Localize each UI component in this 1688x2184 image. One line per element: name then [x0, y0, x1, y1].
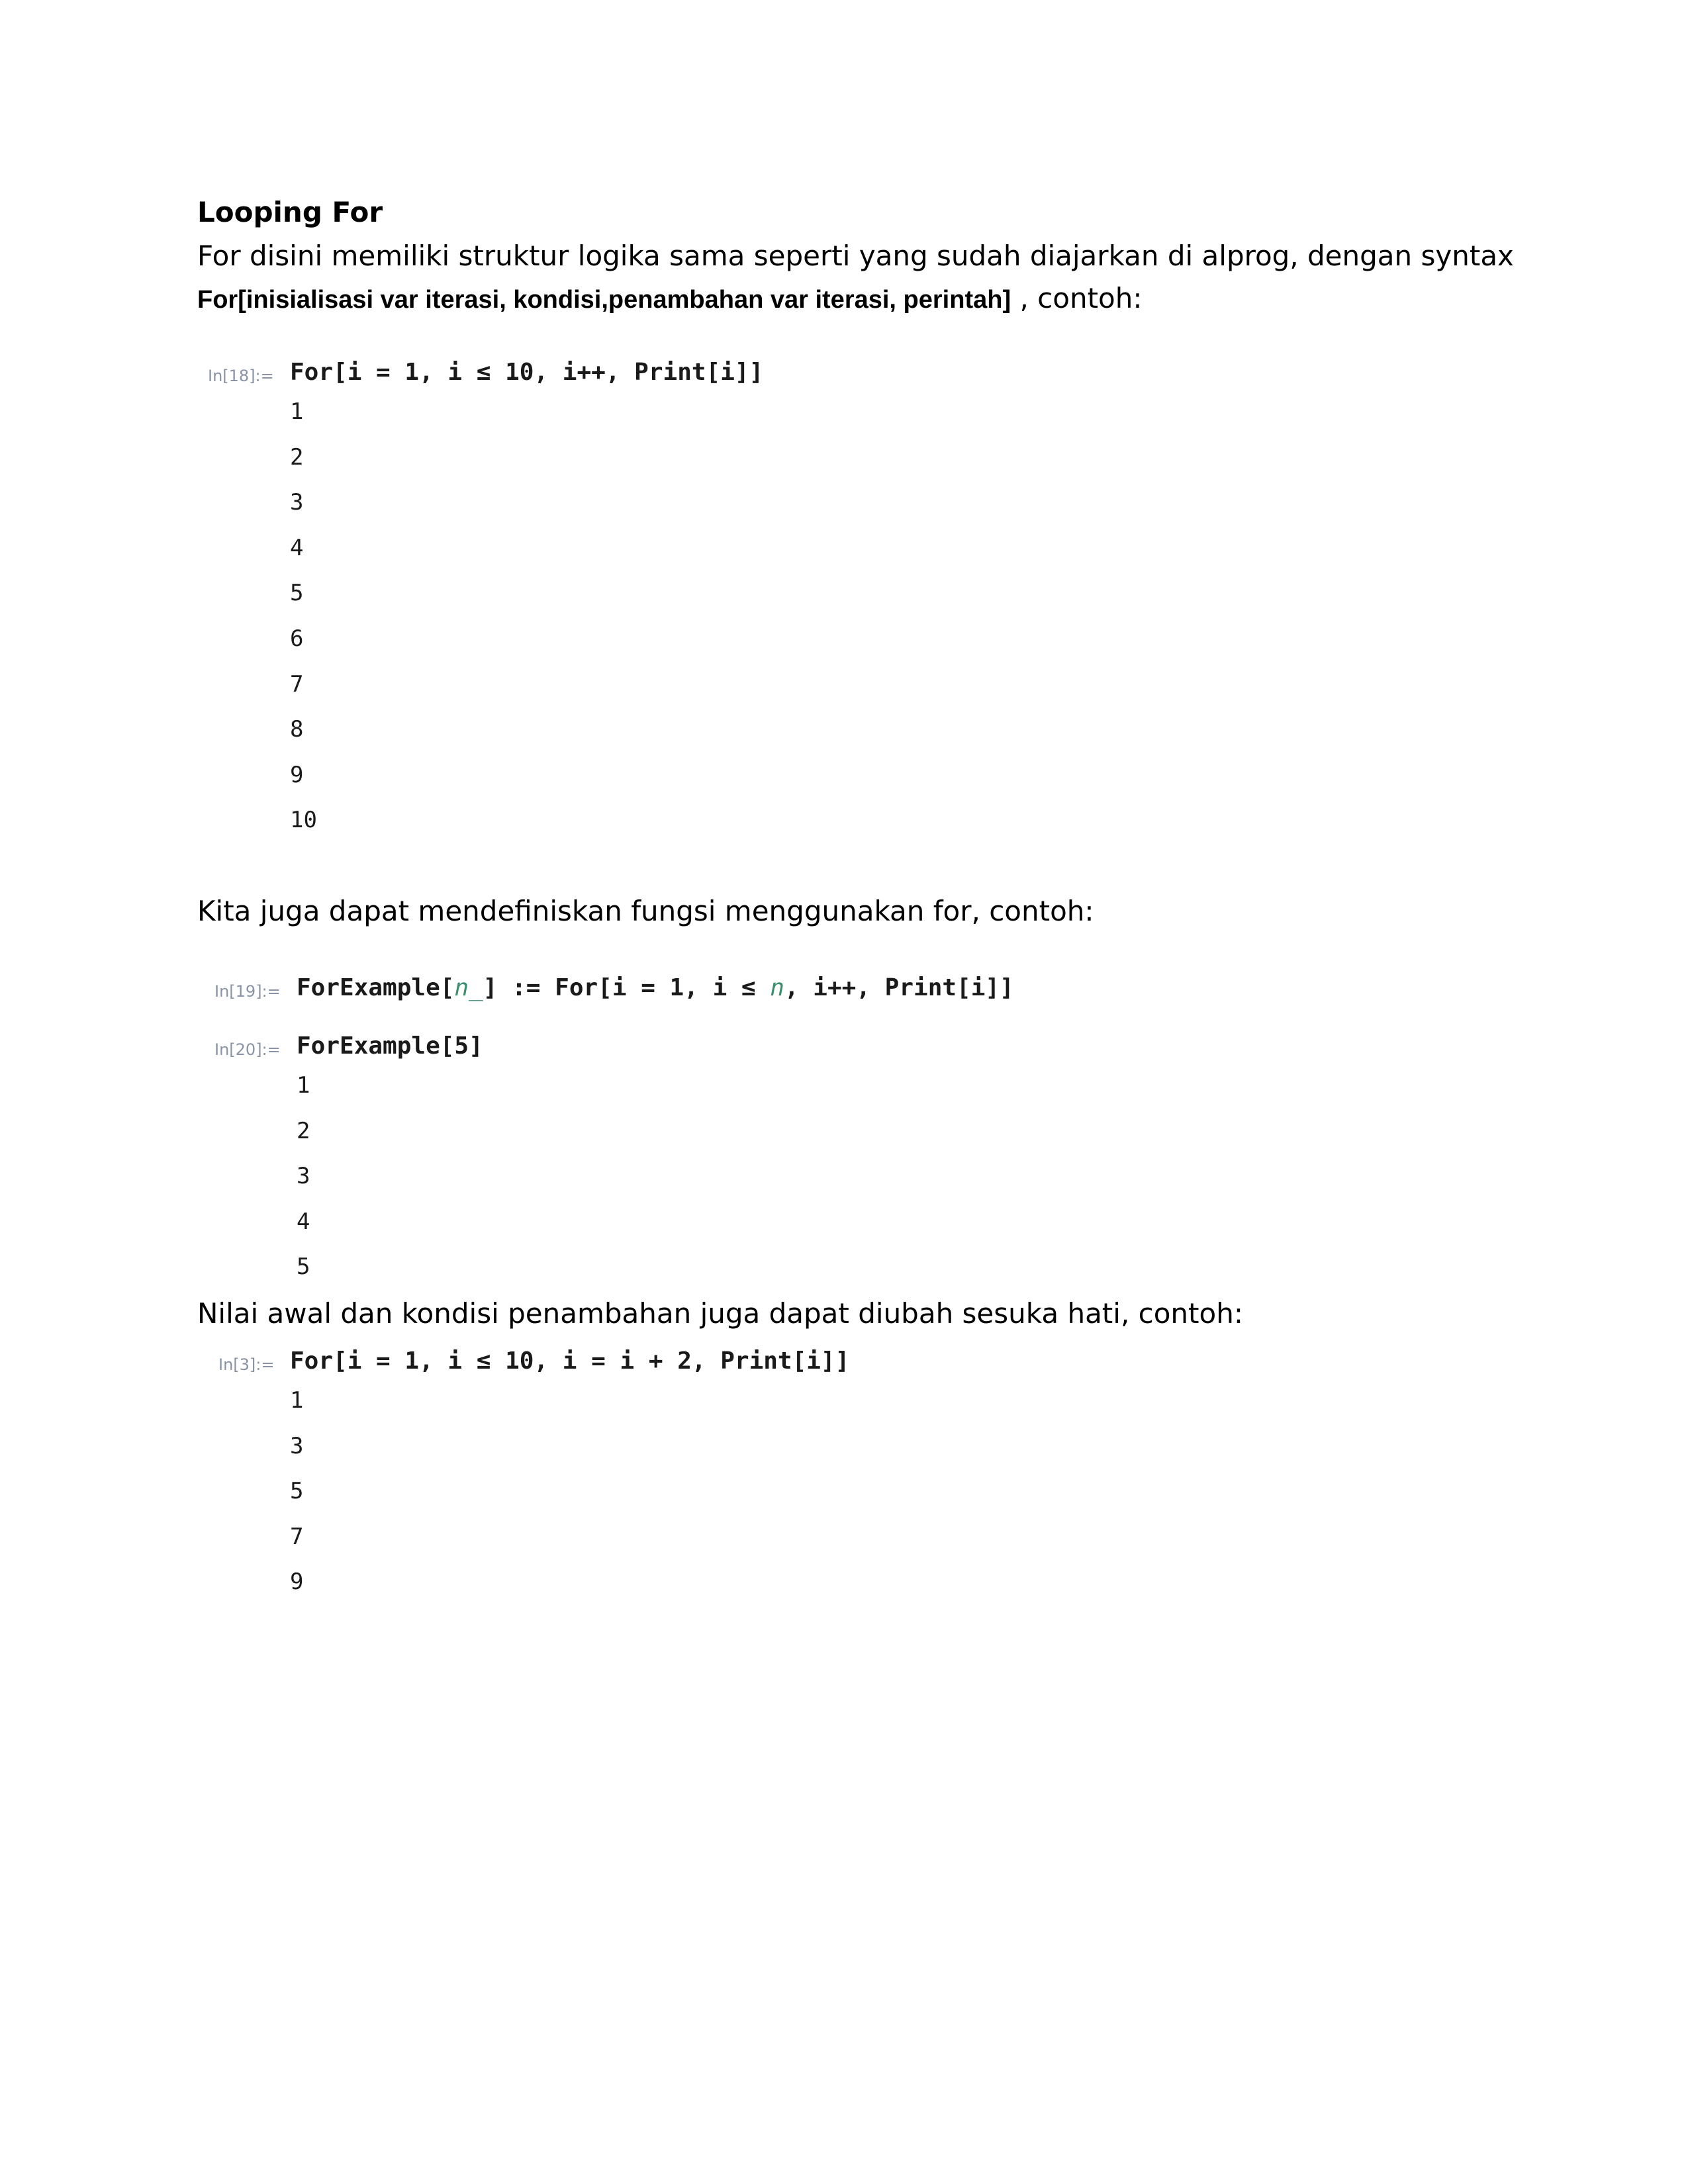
output-line: 6 — [290, 625, 304, 652]
cell-input-code[interactable] — [297, 974, 1014, 1001]
output-line: 3 — [290, 1432, 304, 1459]
cell-input-code[interactable]: For[i = 1, i ≤ 10, i++, Print[i]] — [290, 359, 764, 386]
cell-input-label: In[19]:= — [214, 982, 281, 1001]
paragraph-2: Kita juga dapat mendefiniskan fungsi menggunakan for, contoh: — [197, 895, 1094, 927]
code-argument: n_ — [454, 974, 483, 1001]
code-part: ForExample[ — [297, 974, 455, 1001]
output-line: 2 — [290, 443, 304, 471]
output-line: 10 — [290, 807, 317, 834]
cell-output-list — [290, 389, 317, 843]
output-line: 3 — [297, 1163, 310, 1190]
output-line: 9 — [290, 761, 304, 788]
syntax-suffix: , contoh: — [1011, 282, 1143, 314]
output-line: 4 — [290, 534, 304, 561]
output-line: 7 — [290, 1523, 304, 1550]
code-part: ] := For[i = 1, i ≤ — [483, 974, 771, 1001]
cell-input-label: In[18]:= — [208, 367, 274, 385]
syntax-code: For[inisialisasi var iterasi, kondisi,penambahan var iterasi, perintah] — [197, 286, 1011, 314]
output-line: 1 — [297, 1072, 310, 1099]
cell-input-label: In[3]:= — [218, 1355, 275, 1374]
cell-input-code[interactable]: ForExample[5] — [297, 1032, 483, 1060]
syntax-line — [197, 282, 1143, 314]
cell-output-list — [290, 1378, 303, 1605]
output-line: 2 — [297, 1117, 310, 1144]
code-part: , i++, Print[i]] — [784, 974, 1014, 1001]
output-line: 9 — [290, 1569, 304, 1596]
output-line: 7 — [290, 670, 304, 698]
paragraph-3: Nilai awal dan kondisi penambahan juga dapat diubah sesuka hati, contoh: — [197, 1297, 1243, 1330]
intro-paragraph: For disini memiliki struktur logika sama seperti yang sudah diajarkan di alprog, dengan syntax — [197, 240, 1514, 272]
output-line: 5 — [290, 1478, 304, 1505]
section-heading: Looping For — [197, 196, 383, 228]
cell-output-list — [297, 1063, 310, 1290]
cell-input-code[interactable]: For[i = 1, i ≤ 10, i = i + 2, Print[i]] — [290, 1347, 850, 1375]
output-line: 3 — [290, 489, 304, 516]
output-line: 4 — [297, 1208, 310, 1235]
output-line: 1 — [290, 1387, 304, 1414]
output-line: 5 — [290, 580, 304, 607]
output-line: 1 — [290, 398, 304, 425]
cell-input-label: In[20]:= — [214, 1040, 281, 1059]
code-argument: n — [770, 974, 784, 1001]
output-line: 8 — [290, 716, 304, 743]
output-line: 5 — [297, 1253, 310, 1281]
